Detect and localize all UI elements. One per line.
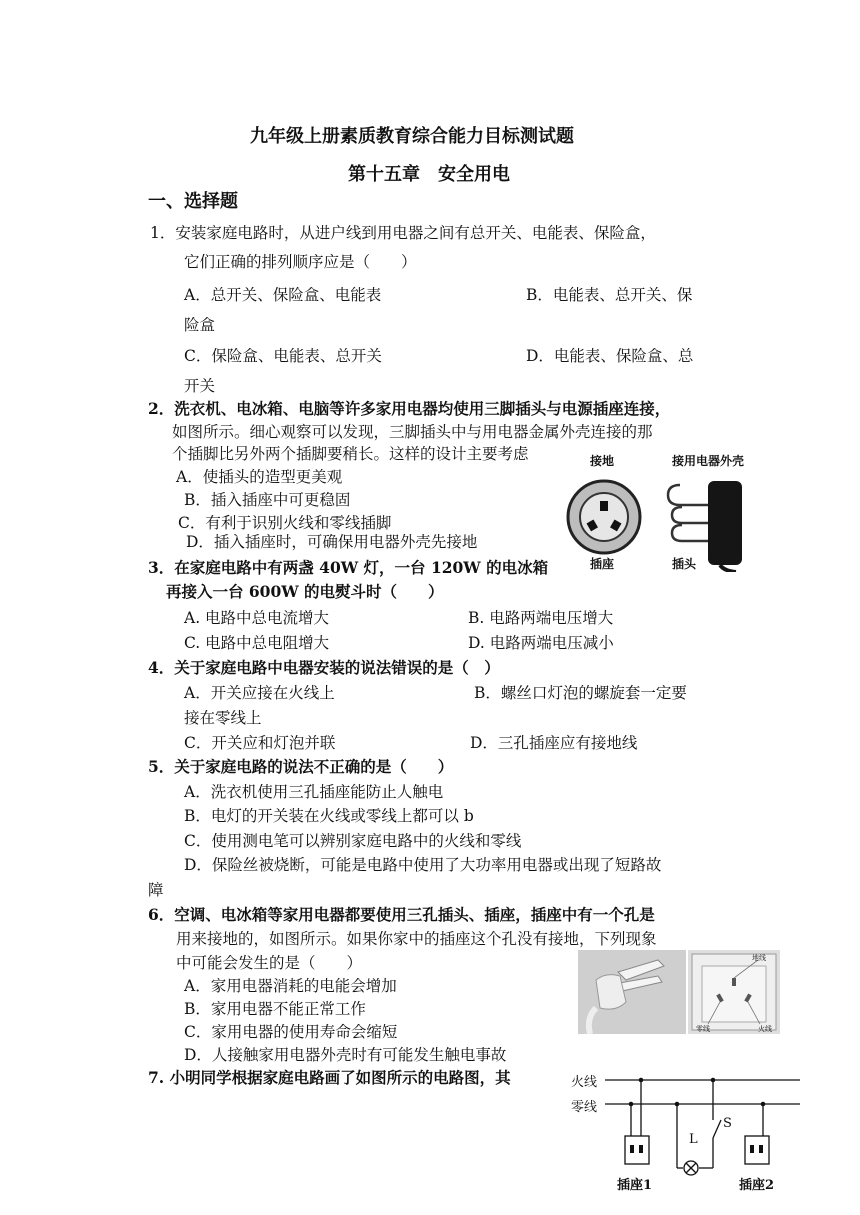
q6-stem-line1: 6．空调、电冰箱等家用电器都要使用三孔插头、插座，插座中有一个孔是 (148, 905, 655, 924)
q2-option-a: A．使插头的造型更美观 (176, 468, 343, 486)
q1-option-c: C．保险盒、电能表、总开关 (184, 347, 382, 365)
q4-option-b-cont: 接在零线上 (184, 709, 262, 727)
plug-pin-middle (672, 507, 710, 523)
socket-label-neutral: 零线 (696, 1025, 710, 1033)
q5-option-b: B．电灯的开关装在火线或零线上都可以 b (184, 807, 474, 825)
plug-pin-top (668, 485, 710, 505)
q2-option-b: B．插入插座中可更稳固 (184, 491, 351, 509)
q4-option-c: C．开关应和灯泡并联 (184, 734, 336, 752)
q1-option-d: D．电能表、保险盒、总 (526, 347, 694, 365)
q1-option-d-cont: 开关 (184, 377, 216, 395)
socket-1-box (625, 1136, 649, 1164)
q3-option-b: B. 电路两端电压增大 (468, 609, 614, 627)
q4-option-a: A．开关应接在火线上 (184, 684, 335, 702)
q3-stem-line1: 3．在家庭电路中有两盏 40W 灯，一台 120W 的电冰箱 (148, 558, 549, 577)
socket-label-ground: 地线 (752, 954, 766, 962)
q5-option-c: C．使用测电笔可以辨别家庭电路中的火线和零线 (184, 832, 522, 850)
q1-option-b-cont: 险盒 (184, 316, 216, 334)
q2-stem-line2: 如图所示。细心观察可以发现，三脚插头中与用电器金属外壳连接的那 (172, 423, 653, 441)
q2-stem-line3: 个插脚比另外两个插脚要稍长。这样的设计主要考虑 (172, 445, 529, 463)
fig-label-plug: 插头 (672, 557, 697, 571)
q4-stem: 4．关于家庭电路中电器安装的说法错误的是（ ） (148, 658, 500, 677)
socket-ground-hole (600, 501, 608, 511)
socket-label-live: 火线 (758, 1025, 772, 1033)
q2-plug-socket-figure (560, 445, 782, 572)
circuit-label-switch: S (723, 1116, 732, 1131)
q1-stem-line1: 1．安装家庭电路时，从进户线到用电器之间有总开关、电能表、保险盒， (150, 224, 656, 242)
q6-socket-diagram (688, 950, 780, 1034)
section-heading: 一、选择题 (148, 191, 238, 212)
q1-stem-line2: 它们正确的排列顺序应是（ ） (184, 253, 417, 271)
q1-option-b: B．电能表、总开关、保 (526, 286, 693, 304)
q2-option-c: C．有利于识别火线和零线插脚 (178, 514, 392, 532)
plug-cable (720, 565, 736, 572)
fig-label-socket: 插座 (590, 557, 615, 571)
q7-stem: 7. 小明同学根据家庭电路画了如图所示的电路图，其 (148, 1068, 511, 1087)
socket-ground-slot (732, 978, 736, 986)
q5-stem: 5．关于家庭电路的说法不正确的是（ ） (148, 757, 454, 776)
q6-option-a: A．家用电器消耗的电能会增加 (184, 977, 397, 995)
q3-option-a: A. 电路中总电流增大 (184, 609, 330, 627)
socket-2-box (745, 1136, 769, 1164)
plug-pin-bottom (672, 525, 710, 541)
page-title: 九年级上册素质教育综合能力目标测试题 (250, 126, 574, 147)
q3-option-c: C. 电路中总电阻增大 (184, 634, 330, 652)
q6-option-c: C．家用电器的使用寿命会缩短 (184, 1023, 398, 1041)
q3-option-d: D. 电路两端电压减小 (468, 634, 614, 652)
q7-circuit-diagram (565, 1068, 805, 1198)
circuit-label-lamp: L (689, 1132, 698, 1147)
chapter-title: 第十五章 安全用电 (348, 164, 510, 185)
q5-option-a: A．洗衣机使用三孔插座能防止人触电 (184, 783, 444, 801)
circuit-label-neutral: 零线 (571, 1100, 598, 1115)
circuit-label-socket-1: 插座1 (617, 1178, 653, 1193)
socket-wiring-illustration (688, 950, 780, 1034)
q5-option-d: D．保险丝被烧断，可能是电路中使用了大功率用电器或出现了短路故 (184, 856, 662, 874)
q4-option-d: D．三孔插座应有接地线 (470, 734, 638, 752)
fig-label-shell: 接用电器外壳 (672, 454, 745, 468)
q3-stem-line2: 再接入一台 600W 的电熨斗时（ ） (166, 582, 444, 601)
fig-label-ground: 接地 (590, 454, 615, 468)
circuit-label-live: 火线 (571, 1075, 598, 1090)
socket-face (580, 493, 628, 541)
q6-option-b: B．家用电器不能正常工作 (184, 1000, 366, 1018)
q6-plug-photo (578, 950, 686, 1034)
q2-stem-line1: 2．洗衣机、电冰箱、电脑等许多家用电器均使用三脚插头与电源插座连接， (148, 399, 671, 418)
q5-option-d-cont: 障 (148, 881, 164, 899)
three-pin-plug-illustration (578, 950, 686, 1034)
q6-stem-line3: 中可能会发生的是（ ） (176, 954, 363, 972)
q6-stem-line2: 用来接地的，如图所示。如果你家中的插座这个孔没有接地，下列现象 (176, 930, 657, 948)
switch-symbol (713, 1120, 721, 1138)
circuit-label-socket-2: 插座2 (739, 1178, 775, 1193)
q6-option-d: D．人接触家用电器外壳时有可能发生触电事故 (184, 1046, 507, 1064)
q2-option-d: D．插入插座时，可确保用电器外壳先接地 (186, 533, 478, 551)
q4-option-b: B．螺丝口灯泡的螺旋套一定要 (474, 684, 687, 702)
plug-body (708, 481, 742, 565)
q1-option-a: A．总开关、保险盒、电能表 (184, 286, 382, 304)
